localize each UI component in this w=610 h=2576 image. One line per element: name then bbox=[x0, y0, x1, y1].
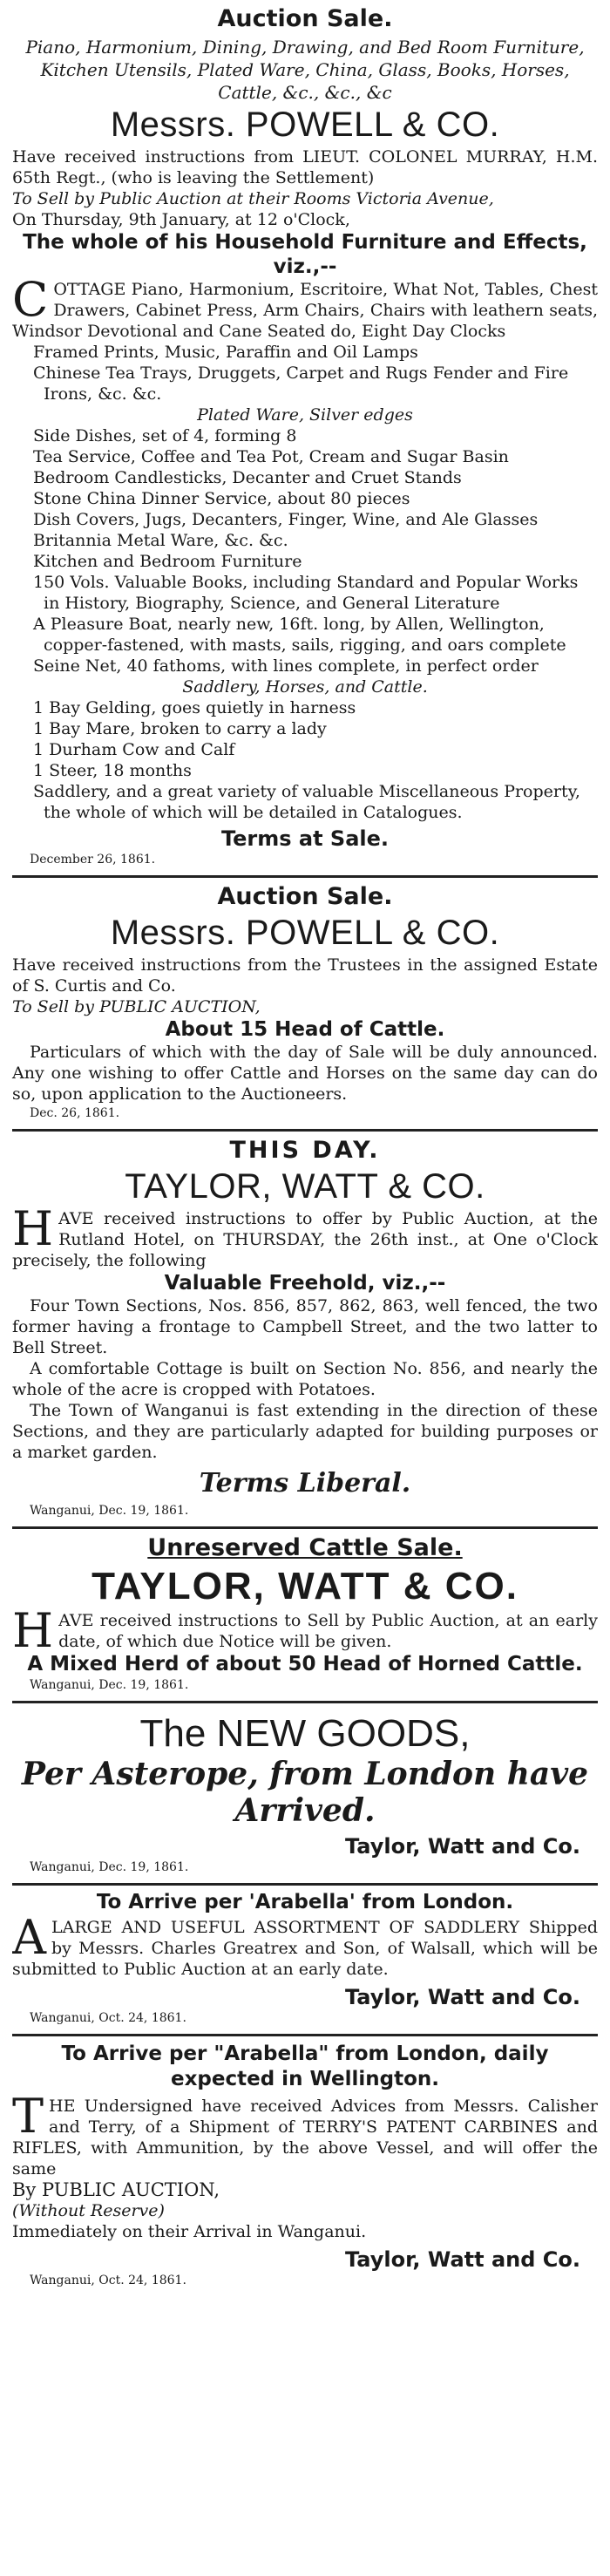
ad-heading: Unreserved Cattle Sale. bbox=[147, 1534, 463, 1561]
ad-date: Wanganui, Dec. 19, 1861. bbox=[30, 1504, 189, 1518]
drop-cap: C bbox=[12, 279, 49, 327]
about-line: About 15 Head of Cattle. bbox=[165, 1018, 445, 1041]
ad-date: Wanganui, Oct. 24, 1861. bbox=[30, 2011, 186, 2025]
ad-new-goods bbox=[12, 1703, 598, 1886]
ad-date: Wanganui, Dec. 19, 1861. bbox=[30, 1860, 189, 1874]
ad-date: December 26, 1861. bbox=[30, 853, 156, 867]
ad-subtitle: Piano, Harmonium, Dining, Drawing, and Bed Room Furniture, Kitchen Utensils, Plated Ware, China, Glass, Books, Horses, Cattle, &c., &c., &c bbox=[25, 37, 585, 103]
firm-name: Messrs. POWELL & CO. bbox=[110, 105, 500, 144]
ad-taylor-cattle bbox=[12, 1529, 598, 1703]
ad-arabella-carbines bbox=[12, 2036, 598, 2296]
firm-name: TAYLOR, WATT & CO. bbox=[125, 1167, 485, 1206]
sell-line: To Sell by PUBLIC AUCTION, bbox=[12, 997, 261, 1016]
ad-intro bbox=[12, 1208, 598, 1271]
drop-cap: T bbox=[12, 2096, 44, 2144]
terms-line: Terms at Sale. bbox=[220, 826, 390, 851]
list-item: Bedroom Candlesticks, Decanter and Cruet Stands bbox=[33, 468, 462, 487]
signature: Taylor, Watt and Co. bbox=[344, 2247, 580, 2272]
ad-body bbox=[12, 1917, 598, 1980]
list-item: 1 Steer, 18 months bbox=[33, 761, 192, 780]
ad-powell-household-auction bbox=[12, 0, 598, 878]
list-subheading: Plated Ware, Silver edges bbox=[197, 405, 413, 425]
list-item: Saddlery, and a great variety of valuable Miscellaneous Property, the whole of which will be detailed in Catalogues. bbox=[33, 782, 580, 822]
ad-intro: Have received instructions from LIEUT. COLONEL MURRAY, H.M. 65th Regt., (who is leaving the Settlement) bbox=[12, 147, 598, 187]
list-item: 1 Durham Cow and Calf bbox=[33, 740, 235, 759]
list-item: 1 Bay Mare, broken to carry a lady bbox=[33, 719, 327, 738]
paragraph: Four Town Sections, Nos. 856, 857, 862, 863, well fenced, the two former having a frontage to Campbell Street, and the two latter to Bell Street. bbox=[12, 1296, 598, 1357]
drop-cap: H bbox=[12, 1208, 54, 1256]
drop-cap: H bbox=[12, 1610, 54, 1652]
list-item: Seine Net, 40 fathoms, with lines complete, in perfect order bbox=[33, 656, 539, 676]
list-item: Framed Prints, Music, Paraffin and Oil Lamps bbox=[33, 343, 418, 362]
ad-heading: To Arrive per 'Arabella' from London. bbox=[96, 1891, 514, 1913]
list-item: Tea Service, Coffee and Tea Pot, Cream and Sugar Basin bbox=[33, 447, 509, 466]
signature: Taylor, Watt and Co. bbox=[344, 1834, 580, 1859]
ad-intro bbox=[12, 1610, 598, 1652]
ad-date: Dec. 26, 1861. bbox=[30, 1106, 120, 1120]
list-item: Kitchen and Bedroom Furniture bbox=[33, 552, 302, 571]
ad-heading: To Arrive per "Arabella" from London, daily expected in Wellington. bbox=[61, 2042, 549, 2090]
auction-line: By PUBLIC AUCTION, bbox=[12, 2179, 220, 2200]
terms-line: Terms Liberal. bbox=[199, 1468, 411, 1499]
whole-heading: The whole of his Household Furniture and Effects, viz.,-- bbox=[23, 231, 587, 278]
ad-date: Wanganui, Oct. 24, 1861. bbox=[30, 2274, 186, 2287]
ad-powell-cattle bbox=[12, 878, 598, 1132]
firm-name: TAYLOR, WATT & CO. bbox=[92, 1565, 518, 1607]
sell-line: To Sell by Public Auction at their Rooms Victoria Avenue, bbox=[12, 189, 494, 208]
drop-cap: A bbox=[12, 1917, 46, 1965]
paragraph: The Town of Wanganui is fast extending in the direction of these Sections, and they are particularly adapted for building purposes or a market garden. bbox=[12, 1401, 598, 1462]
list-subheading: Saddlery, Horses, and Cattle. bbox=[182, 677, 428, 697]
list-item: 1 Bay Gelding, goes quietly in harness bbox=[33, 698, 356, 717]
ad-date: Wanganui, Dec. 19, 1861. bbox=[30, 1678, 189, 1692]
list-item: Stone China Dinner Service, about 80 pieces bbox=[33, 489, 410, 508]
list-item: 150 Vols. Valuable Books, including Standard and Popular Works in History, Biography, Science, and General Literature bbox=[33, 573, 579, 613]
list-item: Side Dishes, set of 4, forming 8 bbox=[33, 426, 297, 445]
item-list bbox=[12, 279, 598, 823]
ad-heading: Auction Sale. bbox=[217, 883, 393, 910]
ad-intro-text: AVE received instructions to Sell by Public Auction, at an early date, of which due Notice will be given. bbox=[58, 1611, 598, 1651]
ad-title: The NEW GOODS, bbox=[139, 1712, 471, 1755]
ad-body: Particulars of which with the day of Sale will be duly announced. Any one wishing to offer Cattle and Horses on the same day can do so, upon application to the Auctioneers. bbox=[12, 1043, 598, 1104]
signature: Taylor, Watt and Co. bbox=[344, 1985, 580, 2009]
list-item-text: OTTAGE Piano, Harmonium, Escritoire, What Not, Tables, Chest Drawers, Cabinet Press, Arm Chairs, Chairs with leathern seats, Windsor Devotional and Cane Seated do, Eight Day Clocks bbox=[12, 280, 598, 341]
firm-name: Messrs. POWELL & CO. bbox=[110, 914, 500, 952]
valuable-heading: Valuable Freehold, viz.,-- bbox=[164, 1272, 446, 1295]
ad-body-text: LARGE AND USEFUL ASSORTMENT OF SADDLERY Shipped by Messrs. Charles Greatrex and Son, of Walsall, which will be submitted to Public Auction at an early date. bbox=[12, 1918, 598, 1979]
list-item: Britannia Metal Ware, &c. &c. bbox=[33, 531, 288, 550]
paragraph: A comfortable Cottage is built on Section No. 856, and nearly the whole of the acre is cropped with Potatoes. bbox=[12, 1359, 598, 1399]
ad-body bbox=[12, 2096, 598, 2179]
ad-heading: Auction Sale. bbox=[217, 5, 393, 32]
list-item: Dish Covers, Jugs, Decanters, Finger, Wine, and Ale Glasses bbox=[33, 510, 539, 529]
per-line: Per Asterope, from London have Arrived. bbox=[21, 1756, 589, 1829]
ad-taylor-freehold bbox=[12, 1132, 598, 1529]
list-item: Chinese Tea Trays, Druggets, Carpet and Rugs Fender and Fire Irons, &c. &c. bbox=[33, 364, 569, 404]
ad-intro: Have received instructions from the Trustees in the assigned Estate of S. Curtis and Co. bbox=[12, 955, 598, 996]
reserve-line: (Without Reserve) bbox=[12, 2201, 165, 2220]
herd-line: A Mixed Herd of about 50 Head of Horned Cattle. bbox=[27, 1653, 583, 1675]
ad-heading: THIS DAY. bbox=[229, 1137, 381, 1164]
ad-intro-text: AVE received instructions to offer by Public Auction, at the Rutland Hotel, on THURSDAY, the 26th inst., at One o'Clock precisely, the following bbox=[12, 1209, 598, 1270]
list-item: A Pleasure Boat, nearly new, 16ft. long, by Allen, Wellington, copper-fastened, with masts, sails, rigging, and oars complete bbox=[33, 615, 566, 655]
list-item bbox=[12, 279, 598, 342]
ad-body-text: HE Undersigned have received Advices from Messrs. Calisher and Terry, of a Shipment of TERRY'S PATENT CARBINES and RIFLES, with Ammunition, by the above Vessel, and will offer the same bbox=[12, 2097, 598, 2178]
arrival-line: Immediately on their Arrival in Wanganui. bbox=[12, 2222, 367, 2241]
date-line: On Thursday, 9th January, at 12 o'Clock, bbox=[12, 210, 350, 229]
ad-arabella-saddlery bbox=[12, 1886, 598, 2036]
